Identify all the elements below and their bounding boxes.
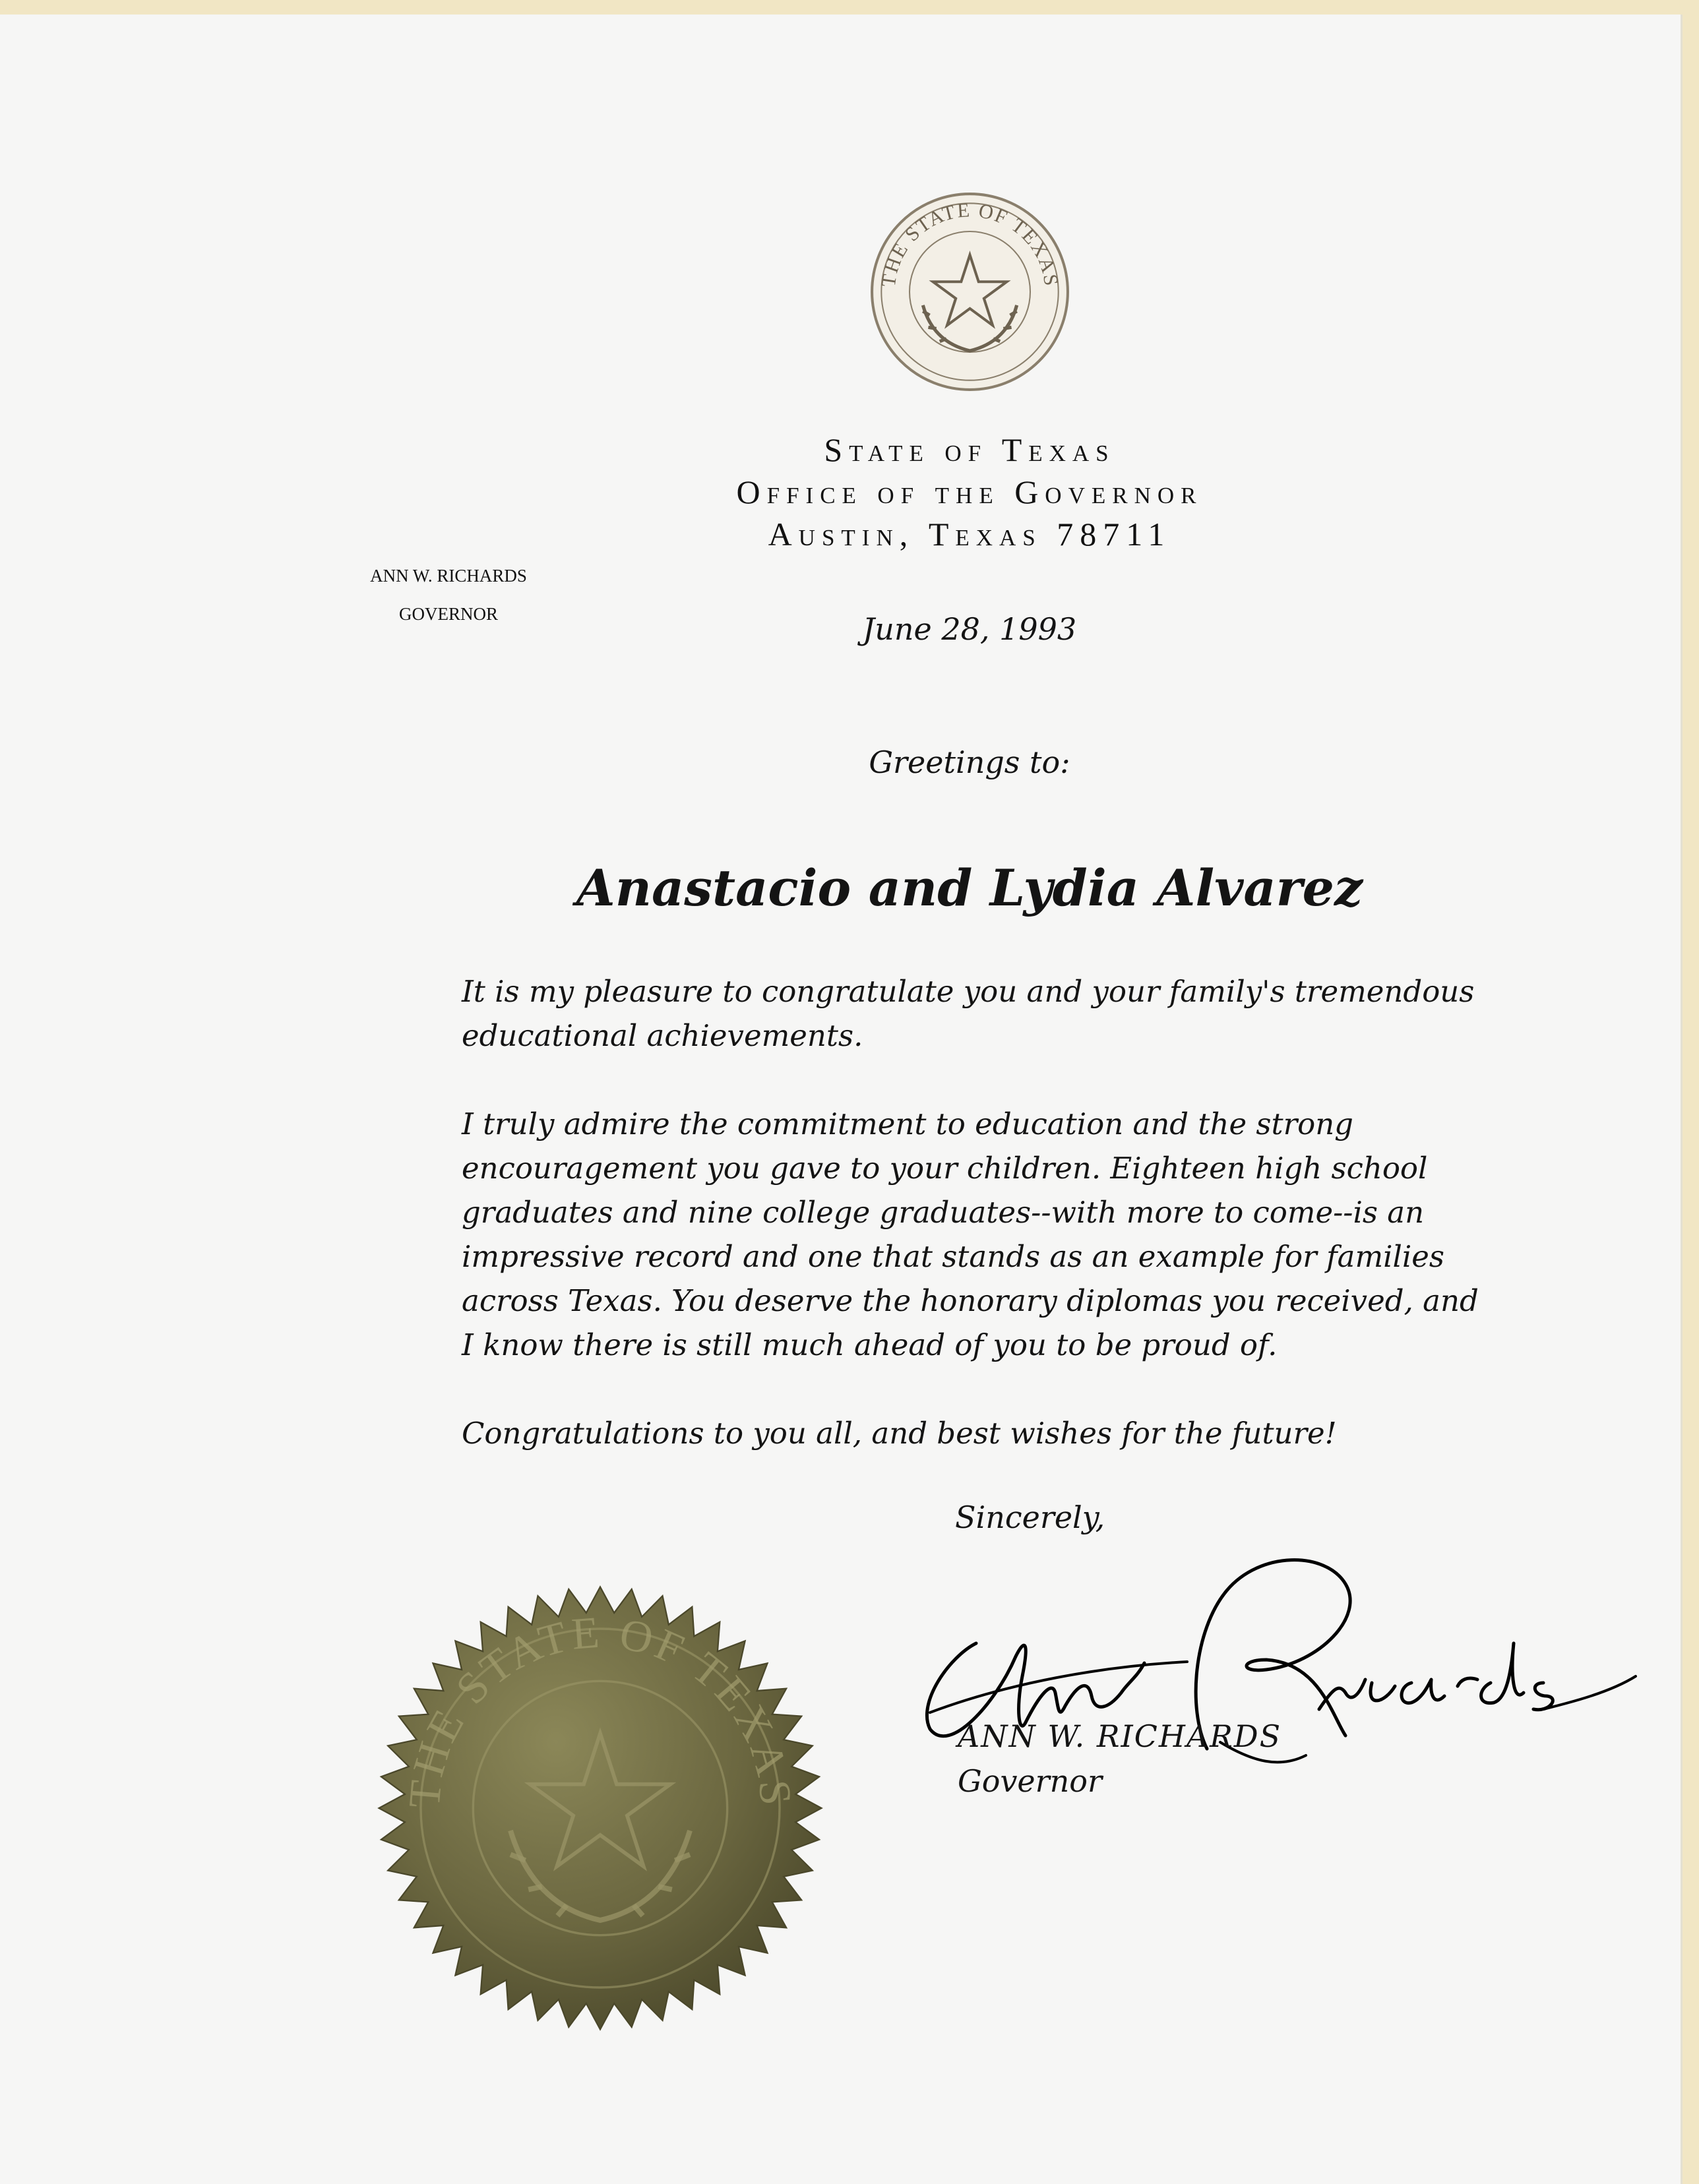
texas-state-seal-top [869, 191, 1070, 392]
letter-date: June 28, 1993 [862, 611, 1077, 647]
closing-sincerely: Sincerely, [955, 1500, 1105, 1535]
letter-body [462, 969, 1491, 1500]
gold-embossed-seal [376, 1584, 824, 2032]
body-paragraph-3: Congratulations to you all, and best wishes for the future! [462, 1416, 1337, 1451]
letterhead-address: Austin, Texas 78711 [768, 516, 1171, 553]
greeting: Greetings to: [869, 744, 1070, 780]
letterhead-office: Office of the Governor [736, 473, 1203, 510]
governor-block [330, 557, 567, 633]
letterhead [594, 429, 1345, 555]
governor-name: ANN W. RICHARDS [370, 566, 527, 586]
letterhead-state: State of Texas [824, 431, 1115, 468]
body-paragraph-2: I truly admire the commitment to education and the strong encouragement you gave to your children. Eighteen high school graduates and nine college graduates--with more to come--is an impressive record and one that stands as an example for families across Texas. You deserve the honorary diplomas you received, and I know there is still much ahead of you to be proud of. [462, 1107, 1479, 1362]
recipient-name: Anastacio and Lydia Alvarez [576, 859, 1363, 917]
signer-title: Governor [958, 1763, 1102, 1799]
gold-seal-text: THE STATE OF TEXAS [398, 1606, 802, 1810]
printed-name: ANN W. RICHARDS [958, 1718, 1282, 1754]
letter-paper [0, 15, 1683, 2184]
governor-title: GOVERNOR [398, 604, 498, 624]
top-seal-text: THE STATE OF TEXAS [877, 198, 1063, 289]
body-paragraph-1: It is my pleasure to congratulate you and your family's tremendous educational achievements. [462, 974, 1475, 1053]
